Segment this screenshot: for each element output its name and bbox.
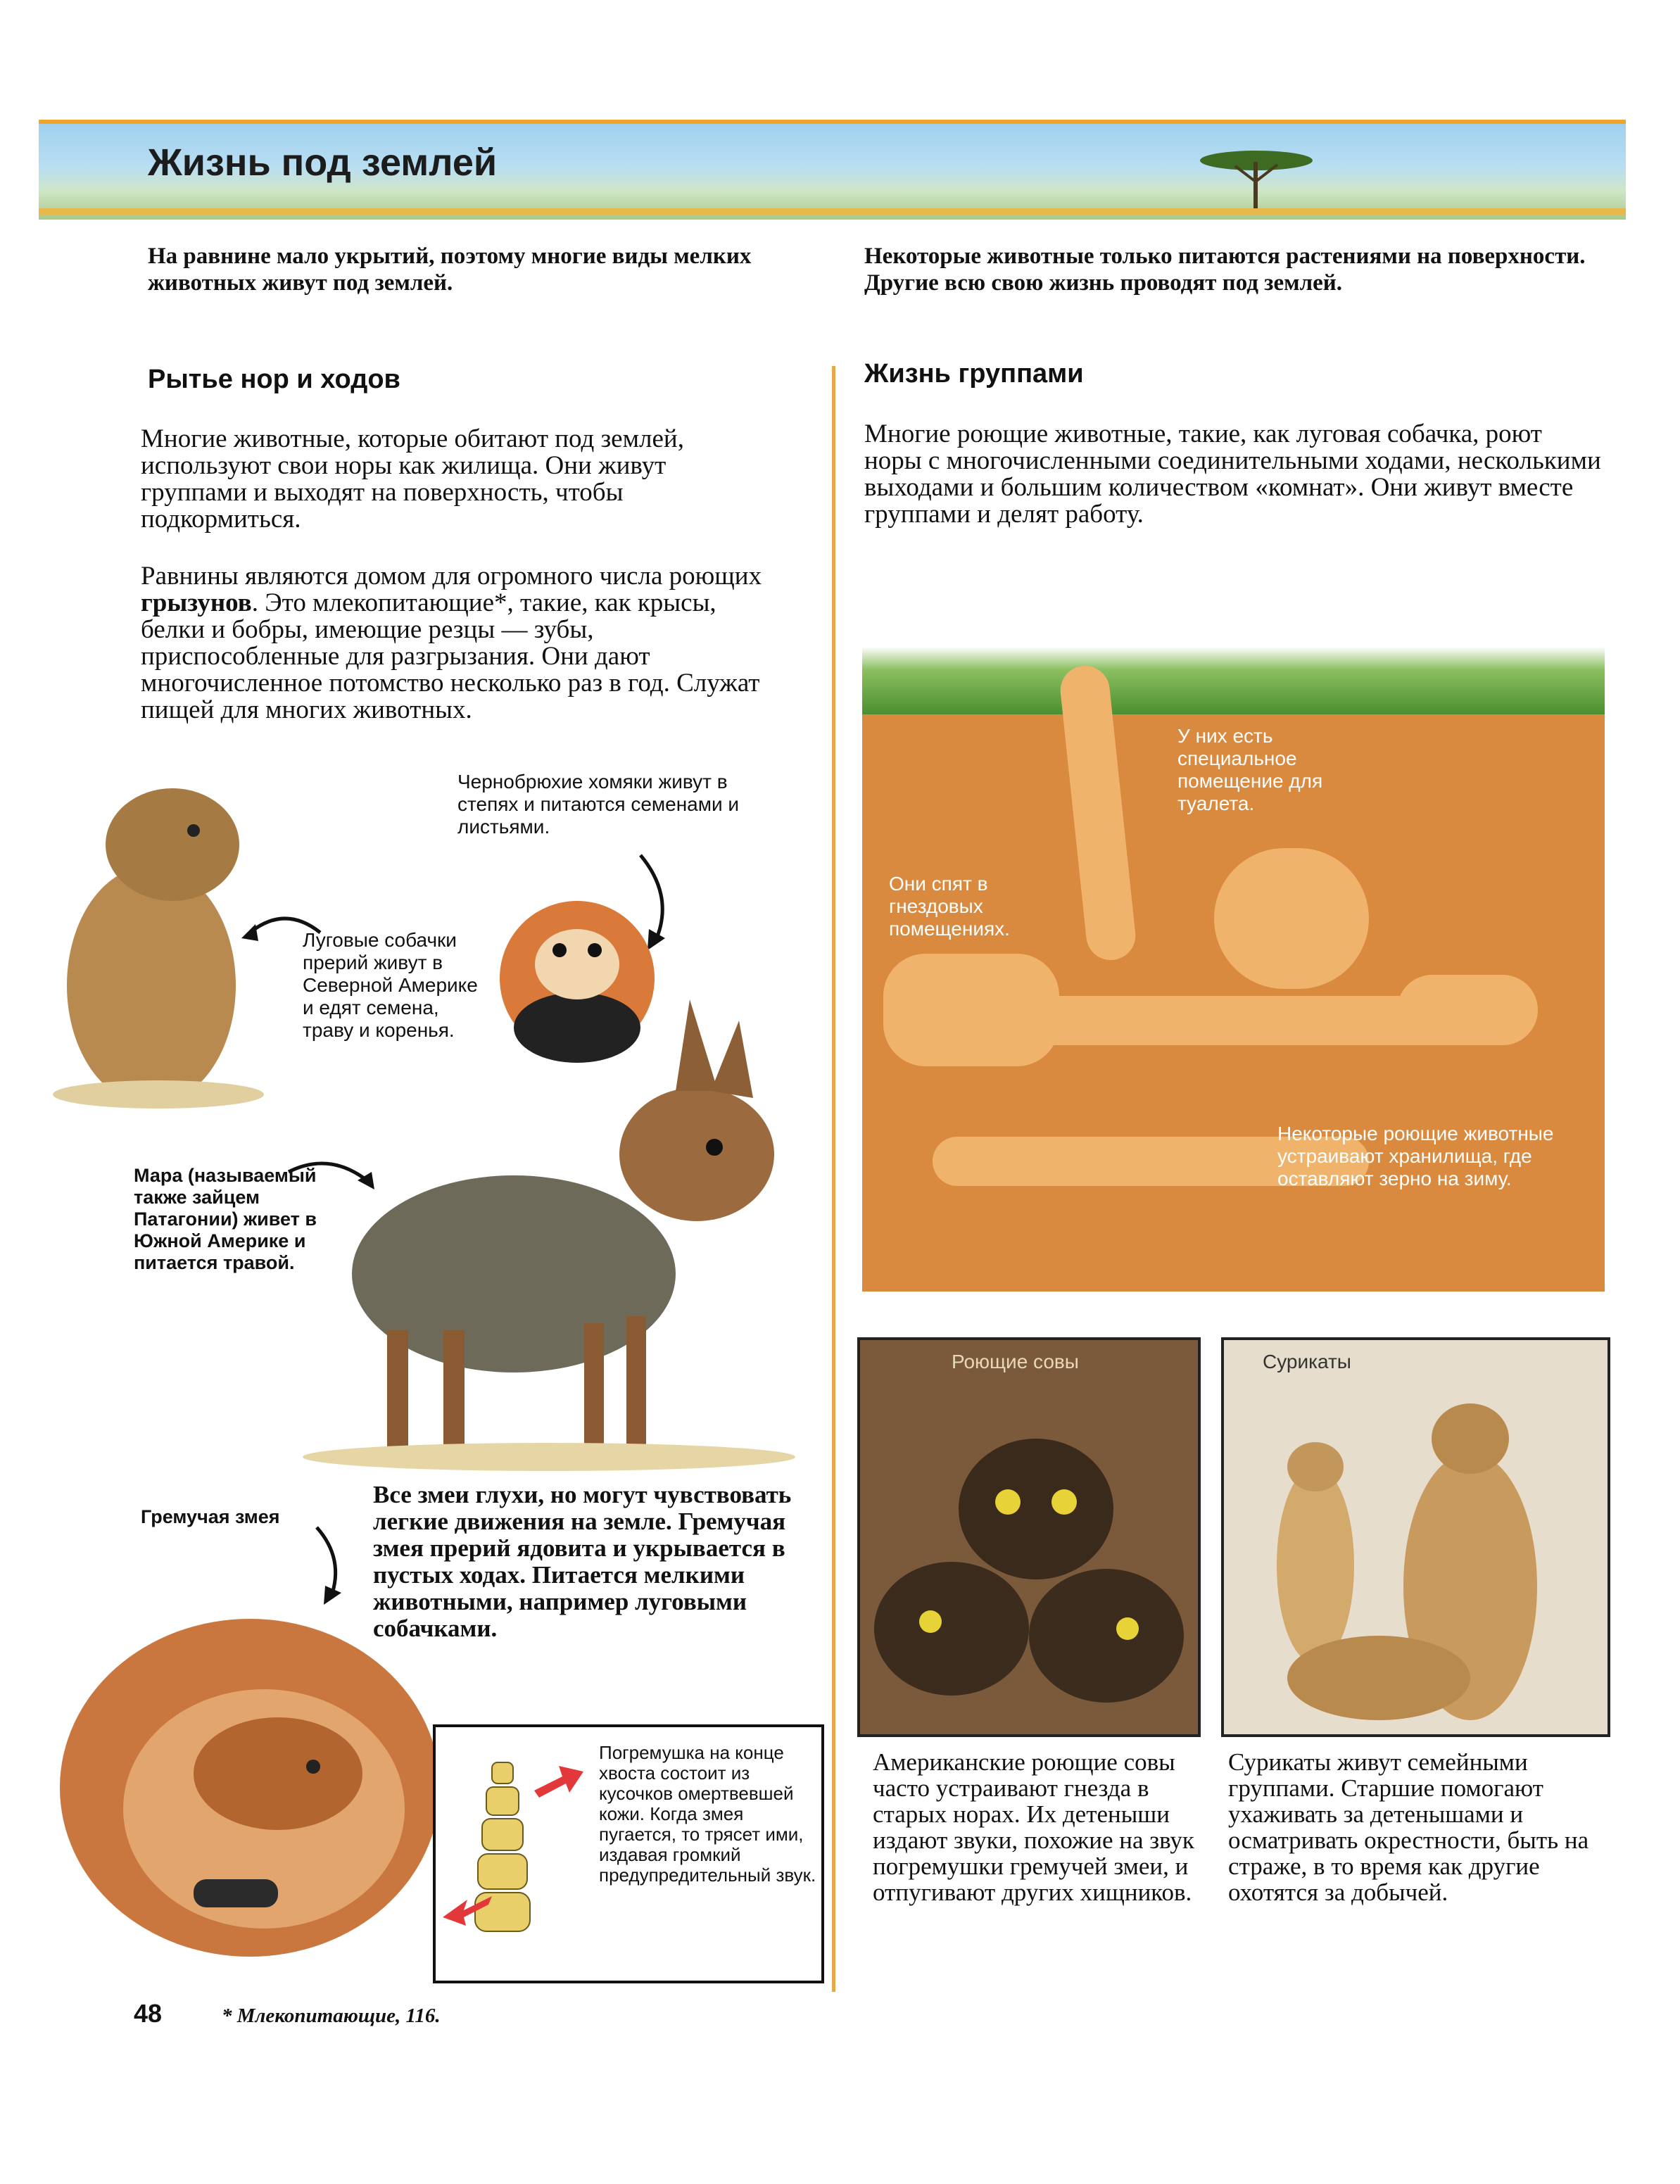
section-heading-groups: Жизнь группами <box>864 359 1084 389</box>
column-divider <box>832 366 835 1992</box>
rattle-caption: Погремушка на конце хвоста состоит из кусочков омертвевшей кожи. Когда змея пугается, то трясет ими, издавая громкий предупредительный звук. <box>599 1742 816 1886</box>
mara-illustration <box>282 992 823 1471</box>
paragraph-rodents-a: Равнины являются домом для огромного числа роющих <box>141 562 762 591</box>
owls-illustration <box>857 1337 1201 1737</box>
storage-chamber <box>1397 975 1538 1045</box>
intro-left: На равнине мало укрытий, поэтому многие виды мелких животных живут под землей. <box>148 244 752 296</box>
paragraph-burrowing: Многие животные, которые обитают под землей, используют свои норы как жилища. Они живут группами и выходят на поверхность, чтобы подкормиться. <box>141 424 684 534</box>
owls-label: Роющие совы <box>952 1351 1079 1372</box>
burrow-caption-sleep: Они спят в гнездовых помещениях. <box>889 873 1010 940</box>
burrow-caption-storage: Некоторые роющие животные устраивают хранилища, где оставляют зерно на зиму. <box>1277 1123 1554 1189</box>
rattle-inset <box>433 1724 824 1983</box>
paragraph-meerkats: Сурикаты живут семейными группами. Старшие помогают ухаживать за детенышами и осматривать окрестности, быть на страже, в то время как другие охотятся за добычей. <box>1228 1748 1589 1906</box>
paragraph-owls: Американские роющие совы часто устраивают гнезда в старых норах. Их детеныши издают звуки, похожие на звук погремушки гремучей змеи, и отпугивают других хищников. <box>873 1748 1194 1906</box>
paragraph-rodents <box>141 563 774 724</box>
caption-prairie-dog: Луговые собачки прерий живут в Северной Америке и едят семена, траву и коренья. <box>303 929 478 1041</box>
meerkats-illustration <box>1221 1337 1610 1737</box>
tunnel-horizontal <box>1017 996 1453 1045</box>
caption-rattlesnake: Гремучая змея <box>141 1506 280 1527</box>
meerkats-label: Сурикаты <box>1263 1351 1351 1372</box>
toilet-chamber <box>1214 848 1369 989</box>
caption-hamster: Чернобрюхие хомяки живут в степях и питаются семенами и листьями. <box>457 771 740 838</box>
rattlesnake-illustration <box>39 1555 433 1964</box>
paragraph-groups: Многие роющие животные, такие, как луговая собачка, роют норы с многочисленными соединительными ходами, несколькими выходами и большим количеством «комнат». Они живут вместе группами и делят работу. <box>864 419 1601 529</box>
paragraph-rattlesnake: Все змеи глухи, но могут чувствовать легкие движения на земле. Гремучая змея прерий ядовита и укрывается в пустых ходах. Питается мелкими животными, например луговыми собачками. <box>373 1481 792 1642</box>
page-number: 48 <box>134 1999 163 2028</box>
acacia-tree-icon <box>1179 139 1334 217</box>
meerkat-group-icon <box>1238 1375 1590 1727</box>
arrow-prairie-dog-icon <box>236 904 327 954</box>
red-arrow-up-icon <box>531 1759 587 1801</box>
page-title: Жизнь под землей <box>148 141 498 184</box>
banner-stripe <box>39 208 1626 215</box>
paragraph-rodents-b: . Это млекопитающие*, такие, как крысы, белки и бобры, имеющие резцы — зубы, приспособленные для разгрызания. Они дают многочисленное потомство несколько раз в год. Служат пищей для многих животных. <box>141 588 760 724</box>
section-heading-burrowing: Рытье нор и ходов <box>148 365 400 394</box>
rodents-term: грызунов <box>141 588 252 617</box>
intro-right: Некоторые животные только питаются растениями на поверхности. Другие всю свою жизнь проводят под землей. <box>864 244 1586 296</box>
owl-group-icon <box>874 1425 1184 1720</box>
burrow-caption-toilet: У них есть специальное помещение для туалета. <box>1177 725 1323 814</box>
red-arrow-down-icon <box>439 1889 495 1931</box>
burrow-illustration <box>862 602 1605 1292</box>
footnote: * Млекопитающие, 116. <box>222 2005 441 2027</box>
burrow-grass <box>862 602 1605 714</box>
caption-mara: Мара (называемый также зайцем Патагонии) живет в Южной Америке и питается травой. <box>134 1165 317 1273</box>
